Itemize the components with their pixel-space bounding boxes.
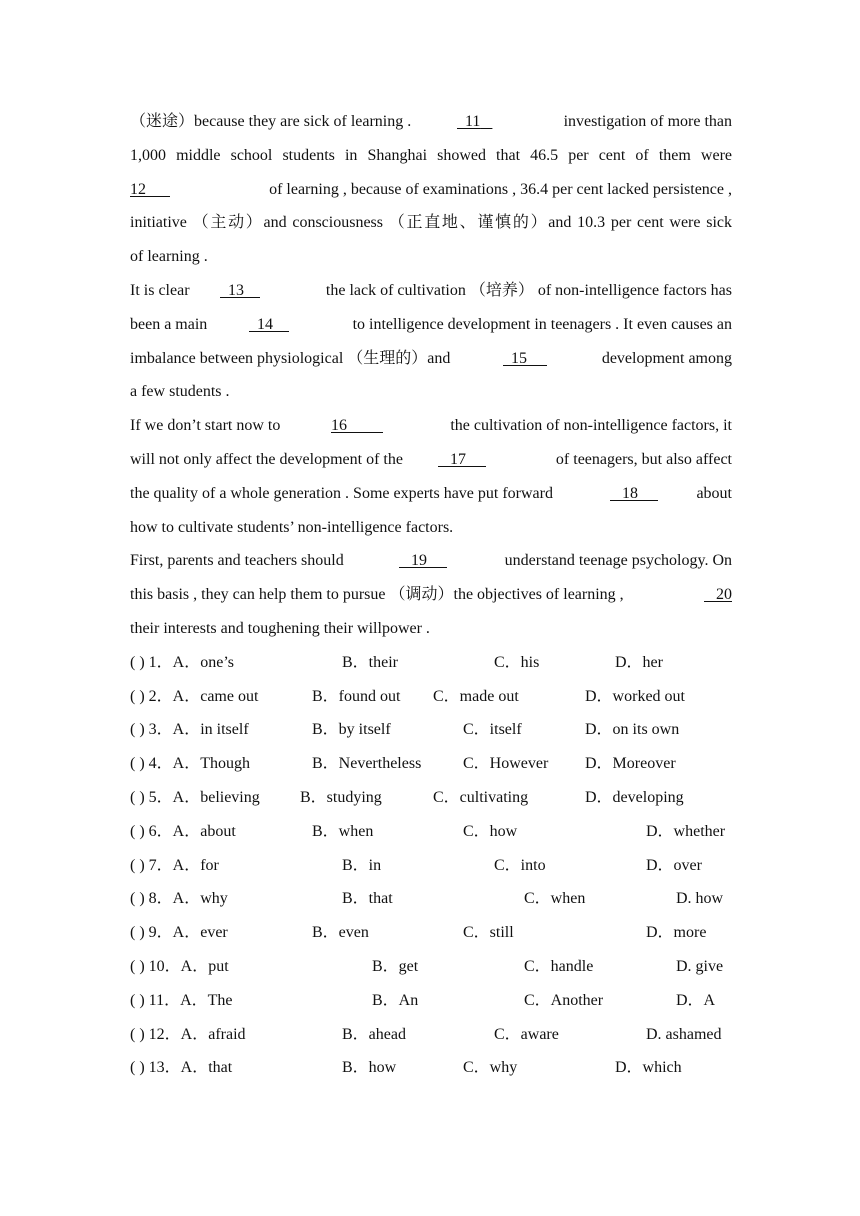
passage-line: It is clear 13 the lack of cultivation （培养） of non-intelligence factors has [130,274,732,308]
passage-line: this basis , they can help them to pursue （调动）the objectives of learning , 20 [130,578,732,612]
option-c: C．cultivating [433,788,529,806]
option-d: D．whether [646,822,726,840]
question-stem: ( ) 3．A．in itself [130,721,249,739]
question-stem: ( ) 4．A．Though [130,755,250,773]
blank-15: 15 [511,349,527,367]
question-row [130,680,732,714]
question-stem: ( ) 10．A．put [130,957,229,975]
option-d: D．more [646,924,707,942]
question-stem: ( ) 11．A．The [130,991,233,1009]
passage-line: 12 of learning , because of examinations , 36.4 per cent lacked persistence , [130,180,732,198]
option-b: B．studying [300,788,382,806]
option-d: D．worked out [585,687,685,705]
option-d: D. ashamed [646,1025,722,1043]
question-stem: ( ) 6．A．about [130,822,236,840]
option-d: D．which [615,1059,682,1077]
question-row [130,882,732,916]
passage-line: First, parents and teachers should 19 understand teenage psychology. On [130,544,732,578]
blank-16: 16 [331,417,347,435]
option-c: C．still [463,924,514,942]
option-d: D．A [676,991,716,1009]
question-stem: ( ) 2．A．came out [130,687,259,705]
question-list [130,646,732,1085]
question-row [130,646,732,680]
question-stem: ( ) 5．A．believing [130,788,260,806]
passage-line: of learning . [130,248,208,266]
question-row [130,815,732,849]
question-row [130,916,732,950]
question-stem: ( ) 1．A．one’s [130,653,234,671]
blank-20: 20 [716,586,732,604]
option-b: B．get [372,957,419,975]
option-b: B．when [312,822,374,840]
question-row [130,1018,732,1052]
passage-line: If we don’t start now to 16 the cultivation of non-intelligence factors, it [130,409,732,443]
question-stem: ( ) 9．A．ever [130,924,228,942]
passage-line: imbalance between physiological （生理的）and 15 development among [130,342,732,376]
option-d: D．on its own [585,721,680,739]
passage-line: a few students . [130,383,230,401]
document-page [130,105,732,1085]
blank-18: 18 [622,484,638,502]
passage-line: their interests and toughening their willpower . [130,619,430,637]
option-c: C．how [463,822,518,840]
option-b: B．Nevertheless [312,755,422,773]
option-b: B．how [342,1059,397,1077]
option-c: C．handle [524,957,594,975]
question-row [130,984,732,1018]
option-c: C．why [463,1059,518,1077]
question-row [130,1051,732,1085]
blank-19: 19 [411,552,427,570]
option-d: D．developing [585,788,684,806]
blank-14: 14 [257,315,273,333]
passage-line: 1,000 middle school students in Shanghai showed that 46.5 per cent of them were [130,146,732,164]
option-d: D. give [676,957,724,975]
option-b: B．that [342,890,393,908]
option-c: C．aware [494,1025,559,1043]
option-c: C．his [494,653,540,671]
blank-12: 12 [130,180,146,198]
question-row [130,950,732,984]
blank-11: 11 [465,113,481,130]
option-b: B．by itself [312,721,391,739]
option-c: C．However [463,755,549,773]
option-b: B．found out [312,687,401,705]
question-stem: ( ) 12．A．afraid [130,1025,246,1043]
passage-line: been a main 14 to intelligence development in teenagers . It even causes an [130,308,732,342]
option-b: B．their [342,653,398,671]
option-c: C．Another [524,991,604,1009]
passage-line: how to cultivate students’ non-intelligence factors. [130,518,454,536]
question-row [130,713,732,747]
option-b: B．An [372,991,419,1009]
option-c: C．when [524,890,586,908]
option-b: B．in [342,856,382,874]
question-stem: ( ) 8．A．why [130,890,228,908]
passage-line: initiative （主动）and consciousness （正直地、谨慎的）and 10.3 per cent were sick [130,214,732,232]
passage-line: （迷途）because they are sick of learning . 11 investigation of more than [130,105,732,139]
question-stem: ( ) 7．A．for [130,856,219,874]
passage-line: the quality of a whole generation . Some experts have put forward 18 about [130,477,732,511]
question-row [130,849,732,883]
option-b: B．even [312,924,369,942]
question-row [130,781,732,815]
option-d: D．her [615,653,663,671]
option-d: D. how [676,890,724,908]
option-c: C．into [494,856,546,874]
option-d: D．Moreover [585,755,676,773]
option-d: D．over [646,856,702,874]
option-b: B．ahead [342,1025,406,1043]
blank-13: 13 [228,281,244,299]
option-c: C．itself [463,721,522,739]
option-c: C．made out [433,687,519,705]
question-row [130,747,732,781]
passage-line: will not only affect the development of the 17 of teenagers, but also affect [130,443,732,477]
blank-17: 17 [450,450,466,468]
question-stem: ( ) 13．A．that [130,1059,233,1077]
